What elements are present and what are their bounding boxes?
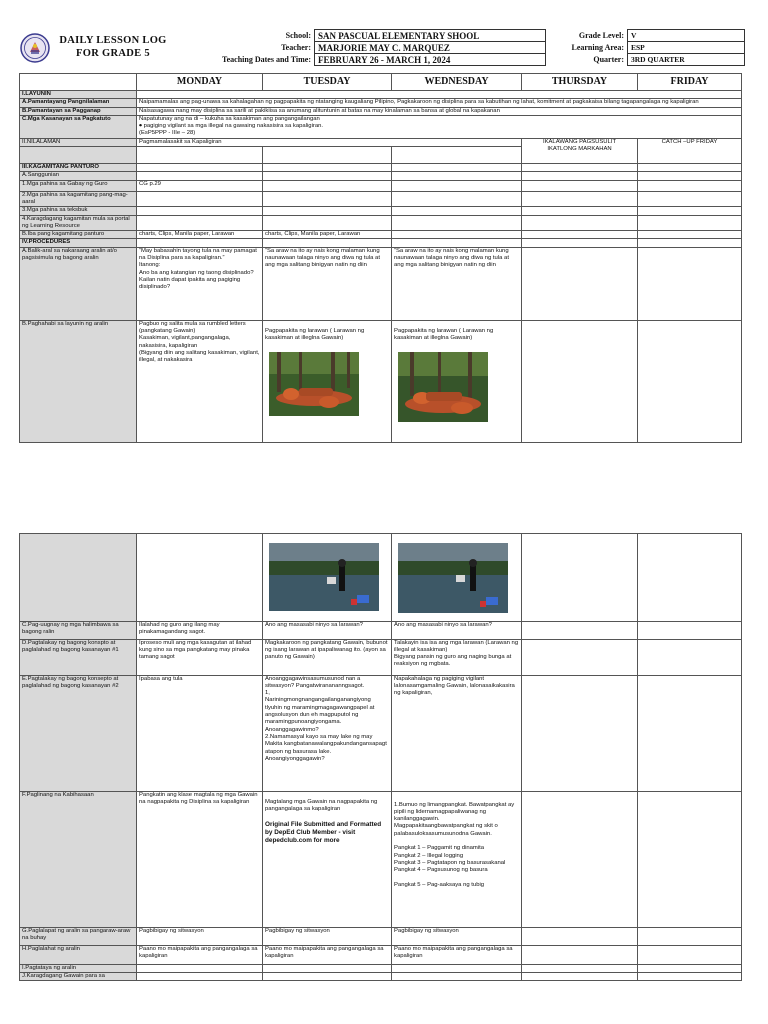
blank-cell xyxy=(638,639,742,675)
blank-cell xyxy=(638,164,742,172)
blank-cell xyxy=(263,147,392,164)
paglalapat-tuesday: Pagbibigay ng sitwasyon xyxy=(263,927,392,945)
pagtalakay2-tuesday: Anoanggagawinsasumusunod nan a sitwasyon? Pangatwiranananngsagot. 1, Nariningmongnangangailanganangiyong tlyuhin ng maramingmagagawangpapel at angsolusyon dun eh magpuputol ng maramingpunoangiyongama. Anoanggagawinmo? 2.Namamasyal kayo sa may lake ng may Makita kangbatanawalangpakundangansapagt atapon ng basurasa lake. Anoangiyonggagawin? xyxy=(263,675,392,791)
day-header-row xyxy=(20,74,742,91)
day-wednesday: WEDNESDAY xyxy=(392,74,522,91)
blank-cell xyxy=(638,215,742,231)
area-value: ESP xyxy=(628,42,745,54)
row-karagdagang-gawain xyxy=(20,972,742,980)
kagamitan-heading: III.KAGAMITANG PANTURO xyxy=(20,164,137,172)
blank-cell xyxy=(638,247,742,320)
blank-cell xyxy=(522,927,638,945)
photo-wednesday-cell xyxy=(392,534,522,622)
thursday-exam-note: IKALAWANG PAGSUSULIT IKATLONG MARKAHAN xyxy=(522,138,638,163)
blank-cell xyxy=(638,945,742,964)
blank-cell xyxy=(522,164,638,172)
deped-seal-logo xyxy=(20,33,50,63)
blank-cell xyxy=(392,180,522,191)
blank-cell xyxy=(137,239,263,247)
blank-cell xyxy=(137,172,263,180)
row-paglalapat xyxy=(20,927,742,945)
paglinang-label: F.Paglinang na Kabihasaan xyxy=(20,791,137,927)
blank-cell xyxy=(522,675,638,791)
day-thursday: THURSDAY xyxy=(522,74,638,91)
blank-cell xyxy=(522,964,638,972)
dates-label: Teaching Dates and Time: xyxy=(222,55,311,64)
day-monday: MONDAY xyxy=(137,74,263,91)
balik-monday: “May babasahin tayong tula na may pamagat na Disiplina para sa kapaligiran.” Itanong: Ano ba ang katangian ng taong disiplinado? Kailan natin dapat ipakita ang pagiging disiplinado? xyxy=(137,247,263,320)
blank-cell xyxy=(522,534,638,622)
blank-cell xyxy=(392,239,522,247)
blank-cell xyxy=(522,945,638,964)
iba-monday: charts, Clips, Manila paper, Larawan xyxy=(137,231,263,239)
blank-cell xyxy=(392,172,522,180)
blank-cell xyxy=(137,972,263,980)
paghahabi-label: B.Paghahabi sa layunin ng aralin xyxy=(20,320,137,442)
blank-cell xyxy=(522,972,638,980)
row-paglalahat xyxy=(20,945,742,964)
photo-tuesday-cell xyxy=(263,534,392,622)
nilalaman-label: II.NILALAMAN xyxy=(20,138,137,146)
iba-label: B.Iba pang kagamitang panturo xyxy=(20,231,137,239)
blank-cell xyxy=(392,972,522,980)
blank-cell xyxy=(263,207,392,215)
pagtalakay1-tuesday: Magkakaroon ng pangkatang Gawain, bubunot ng isang larawan at ipapaliwanag ito. (ayon sa panuto ng Gawain) xyxy=(263,639,392,675)
karagdagang-label: 4.Karagdagang kagamitan mula sa portal ng Learning Resource xyxy=(20,215,137,231)
blank-cell xyxy=(392,191,522,207)
quarter-value: 3RD QUARTER xyxy=(628,54,745,66)
pagugnay-wednesday: Ano ang masasabi ninyo sa larawan? xyxy=(392,621,522,639)
row-gabay xyxy=(20,180,742,191)
grade-label: Grade Level: xyxy=(578,31,624,40)
blank-cell xyxy=(392,147,522,164)
row-nilalaman xyxy=(20,138,742,146)
school-value: SAN PASCUAL ELEMENTARY SHOOL xyxy=(315,30,546,42)
paglalapat-wednesday: Pagbibigay ng sitwasyon xyxy=(392,927,522,945)
lesson-log-title xyxy=(58,34,168,60)
blank-cell xyxy=(638,621,742,639)
blank-cell xyxy=(263,239,392,247)
dates-value: FEBRUARY 26 - MARCH 1, 2024 xyxy=(315,54,546,66)
row-pagganap xyxy=(20,107,742,115)
pagugnay-tuesday: Ano ang masasabi ninyo sa larawan? xyxy=(263,621,392,639)
pagtalakay2-monday: Ipabasa ang tula xyxy=(137,675,263,791)
pagtalakay1-label: D.Pagtalakay ng bagong konspto at paglalahad ng bagong kasanayan #1 xyxy=(20,639,137,675)
row-paglinang xyxy=(20,791,742,927)
blank-label xyxy=(20,147,137,164)
pagtalakay1-wednesday: Talakayin isa isa ang mga larawan (Larawan ng illegal at kasakiman) Bigyang pansin ng guro ang naging bunga at reaksiyon ng mgbata. xyxy=(392,639,522,675)
lesson-grid-page1 xyxy=(19,73,742,443)
blank-cell xyxy=(522,791,638,927)
grade-value: V xyxy=(628,30,745,42)
blank-cell xyxy=(522,215,638,231)
paglalapat-label: G.Paglalapat ng aralin sa pangaraw-araw na buhay xyxy=(20,927,137,945)
blank-cell xyxy=(522,207,638,215)
blank-cell xyxy=(522,320,638,442)
row-pamantayang xyxy=(20,99,742,107)
pagganap-label: B.Pamantayan sa Pagganap xyxy=(20,107,137,115)
row-sanggunian xyxy=(20,172,742,180)
blank-cell xyxy=(522,172,638,180)
grade-info-table xyxy=(545,29,745,66)
kasanayan-text: Napatutunay ang na di – kukuha sa kasakiman ang pangangailangan ⦁ pagiging vigilant sa mga illegal na gawaing nakasisira sa kapaligiran. (EsP5PPP - IIIe – 28) xyxy=(137,115,742,138)
row-karagdagang xyxy=(20,215,742,231)
river-dumping-photo-image xyxy=(269,543,379,611)
teksbuk-label: 3.Mga pahina sa teksbuk xyxy=(20,207,137,215)
row-kasanayan xyxy=(20,115,742,138)
paglinang-wednesday: 1.Bumuo ng limangpangkat. Bawatpangkat ay pipili ng lidernamagpapaliwanag ng kanilanggagawin. Magpapakitaangbawatpangkat ng skit o palabasuloksasumusunodna Gawain. Pangkat 1 – Paggamit ng dinamita Pangkat 2 – Illegal logging Pangkat 3 – Pagtatapon ng basurasakanal Pangkat 4 – Pagsusunog ng basura Pangkat 5 – Pag-aaksaya ng tubig xyxy=(392,791,522,927)
row-pagtataya xyxy=(20,964,742,972)
balik-wednesday: “Sa araw na ito ay nais kong malaman kung naunawaan talaga ninyo ang diwa ng tula at ang mga salitang binigyan natin ng diin xyxy=(392,247,522,320)
pamantayang-label: A.Pamantayang Pangnilalaman xyxy=(20,99,137,107)
blank-cell xyxy=(522,231,638,239)
blank-cell xyxy=(263,180,392,191)
blank-cell xyxy=(392,231,522,239)
blank-cell xyxy=(522,239,638,247)
teacher-label: Teacher: xyxy=(281,43,311,52)
karagdagang-gawain-label: J.Karagdagang Gawain para sa xyxy=(20,972,137,980)
pagugnay-label: C.Pag-uugnay ng mga halimbawa sa bagong ralin xyxy=(20,621,137,639)
pagtalakay1-monday: Iproseso muli ang mga kasagutan at ilahad kung sino sa mga pangkatang may pinaka tamang sagot xyxy=(137,639,263,675)
blank-cell xyxy=(638,239,742,247)
blank-cell xyxy=(263,191,392,207)
row-pagtalakay2 xyxy=(20,675,742,791)
paglalahat-label: H.Paglalahat ng aralin xyxy=(20,945,137,964)
blank-label xyxy=(20,534,137,622)
teacher-value: MARJORIE MAY C. MARQUEZ xyxy=(315,42,546,54)
layunin-heading: I.LAYUNIN xyxy=(20,91,137,99)
row-balik-aral xyxy=(20,247,742,320)
depedclub-watermark: Original File Submitted and Formatted by DepEd Club Member - visit depedclub.com for more xyxy=(265,820,382,844)
river-dumping-photo-image xyxy=(398,543,508,613)
quarter-label: Quarter: xyxy=(593,55,624,64)
blank-cell xyxy=(392,164,522,172)
row-teksbuk xyxy=(20,207,742,215)
blank-cell xyxy=(638,675,742,791)
blank-cell xyxy=(638,231,742,239)
section-kagamitan xyxy=(20,164,742,172)
kagamitang-label: 2.Mga pahina sa kagamitang pang-mag-aaral xyxy=(20,191,137,207)
blank-cell xyxy=(522,180,638,191)
paglinang-monday: Pangkatin ang klase magtala ng mga Gawain na nagpapakita ng Disiplina sa kapaligiran xyxy=(137,791,263,927)
area-label: Learning Area: xyxy=(571,43,624,52)
nilalaman-text: Pagmamalasakit sa Kapaligiran xyxy=(137,138,522,146)
blank-cell xyxy=(638,791,742,927)
row-pagugnay xyxy=(20,621,742,639)
row-iba xyxy=(20,231,742,239)
blank-cell xyxy=(522,639,638,675)
blank-cell xyxy=(263,172,392,180)
lesson-grid-page2 xyxy=(19,533,742,981)
row-paghahabi xyxy=(20,320,742,442)
blank-cell xyxy=(638,180,742,191)
blank-cell xyxy=(263,164,392,172)
paglinang-tuesday-cell xyxy=(263,791,392,927)
blank-cell xyxy=(263,215,392,231)
blank-cell xyxy=(392,215,522,231)
balik-tuesday: “Sa araw na ito ay nais kong malaman kung naunawaan talaga ninyo ang diwa ng tula at ang mga salitang binigyan natin ng diin xyxy=(263,247,392,320)
friday-catchup-note: CATCH –UP FRIDAY xyxy=(638,138,742,163)
row-photos xyxy=(20,534,742,622)
paghahabi-wednesday: Pagpapakita ng larawan ( Larawan ng kasakiman at illeglna Gawain) xyxy=(394,328,494,342)
procedures-heading: IV.PROCEDURES xyxy=(20,239,137,247)
blank-cell xyxy=(137,164,263,172)
row-pagtalakay1 xyxy=(20,639,742,675)
pagganap-text: Naisasagawa nang may disiplina sa sarili at pakikiisa sa anumang alituntunin at batas na may kinalaman sa bansa at global na kapakanan xyxy=(137,107,742,115)
blank-cell xyxy=(522,191,638,207)
gabay-text: CG p.29 xyxy=(137,180,263,191)
blank-cell xyxy=(392,964,522,972)
blank-cell xyxy=(638,927,742,945)
paglalapat-monday: Pagbibigay ng sitwasyon xyxy=(137,927,263,945)
layunin-blank xyxy=(137,91,742,99)
sanggunian-label: A.Sanggunian xyxy=(20,172,137,180)
paghahabi-monday: Pagbuo ng salita mula sa rumbled letters (pangkatang Gawain) Kasakiman, vigilant,pangangalaga, nakasisira, kapaligiran (Bigyang diin ang salitang kasakiman, vigilant, illegal, at nakakasira xyxy=(137,320,263,442)
blank-cell xyxy=(137,191,263,207)
blank-cell xyxy=(638,320,742,442)
blank-cell xyxy=(137,215,263,231)
blank-cell xyxy=(137,207,263,215)
pagtalakay2-label: E.Pagtalakay ng bagong konsepto at paglalahad ng bagong kasanayan #2 xyxy=(20,675,137,791)
blank-cell xyxy=(638,191,742,207)
row-kagamitang xyxy=(20,191,742,207)
blank-cell xyxy=(638,534,742,622)
title-line-2: FOR GRADE 5 xyxy=(76,48,150,59)
day-header-blank xyxy=(20,74,137,91)
logging-photo-image xyxy=(398,352,488,422)
pagugnay-monday: Ilalahad ng guro ang ilang may pinakamagandang sagot. xyxy=(137,621,263,639)
blank-cell xyxy=(638,207,742,215)
title-line-1: DAILY LESSON LOG xyxy=(59,35,167,46)
blank-cell xyxy=(137,964,263,972)
blank-cell xyxy=(638,964,742,972)
paghahabi-tuesday-cell xyxy=(263,320,392,442)
blank-cell xyxy=(392,207,522,215)
section-procedures xyxy=(20,239,742,247)
paghahabi-tuesday: Pagpapakita ng larawan ( Larawan ng kasakiman at illeglna Gawain) xyxy=(265,328,365,342)
section-layunin xyxy=(20,91,742,99)
day-friday: FRIDAY xyxy=(638,74,742,91)
blank-cell xyxy=(263,972,392,980)
paglalahat-wednesday: Paano mo maipapakita ang pangangalaga sa kapaligiran xyxy=(392,945,522,964)
paghahabi-wednesday-cell xyxy=(392,320,522,442)
paglalahat-tuesday: Paano mo maipapakita ang pangangalaga sa kapaligiran xyxy=(263,945,392,964)
day-tuesday: TUESDAY xyxy=(263,74,392,91)
kasanayan-label: C.Mga Kasanayan sa Pagkatuto xyxy=(20,115,137,138)
iba-tuesday: charts, Clips, Manila paper, Larawan xyxy=(263,231,392,239)
logging-photo-image xyxy=(269,352,359,416)
paglinang-tuesday: Magtalang mga Gawain na nagpapakita ng pangangalaga sa kapaligiran xyxy=(265,798,378,813)
paglalahat-monday: Paano mo maipapakita ang pangangalaga sa kapaligiran xyxy=(137,945,263,964)
school-label: School: xyxy=(285,31,311,40)
pamantayang-text: Naipamamalas ang pag-unawa sa kahalagahan ng pagpapakita ng ntatanging kaugaliang Pilipino, Pagkakaroon ng disiplina para sa kabutihan ng lahat, komitment at pagkakaisa bilang tagapangalaga ng kapaligiran xyxy=(137,99,742,107)
blank-cell xyxy=(638,172,742,180)
blank-cell xyxy=(263,964,392,972)
pagtalakay2-wednesday: Napakahalaga ng pagiging vigilant lalonasamgamaling Gawain, lalonasaikakasira ng kapaligiran, xyxy=(392,675,522,791)
blank-cell xyxy=(522,621,638,639)
blank-cell xyxy=(522,247,638,320)
blank-cell xyxy=(638,972,742,980)
balik-label: A.Balik-aral sa nakaraang aralin at/o pagsisimula ng bagong aralin xyxy=(20,247,137,320)
pagtataya-label: I.Pagtataya ng aralin xyxy=(20,964,137,972)
school-info-table xyxy=(175,29,546,66)
gabay-label: 1.Mga pahina sa Gabay ng Guro xyxy=(20,180,137,191)
blank-cell xyxy=(137,147,263,164)
blank-cell xyxy=(137,534,263,622)
